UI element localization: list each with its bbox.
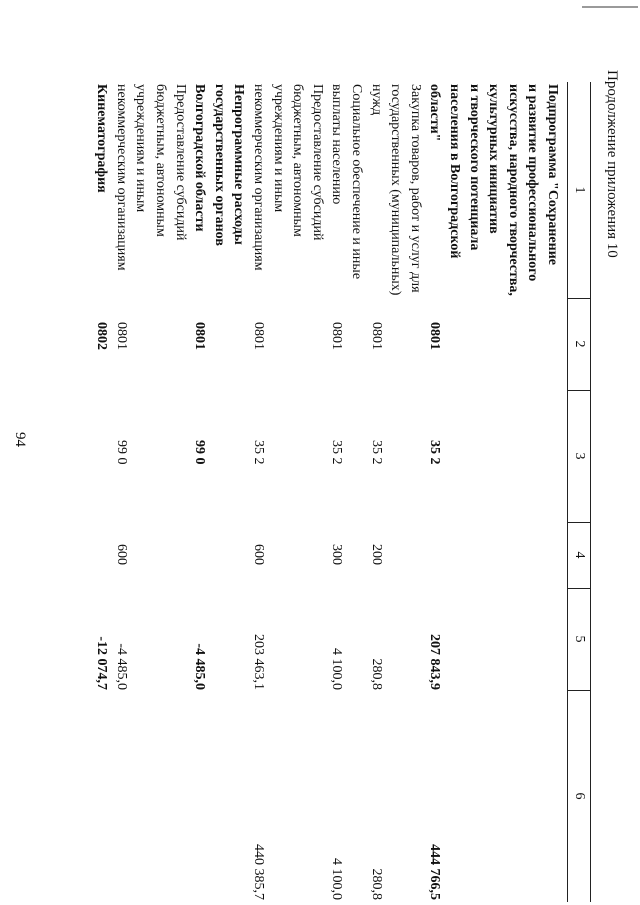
row-name-line: государственных органов xyxy=(211,84,227,246)
appendix-note: Продолжение приложения 10 xyxy=(604,70,620,258)
row-target: 99 0 xyxy=(113,440,129,465)
row-type: 200 xyxy=(368,544,384,565)
row-section: 0801 xyxy=(251,322,266,350)
row-target: 35 2 xyxy=(427,440,443,465)
row-col-5: -4 485,0 xyxy=(113,643,129,690)
header-divider xyxy=(567,588,591,589)
row-section: 0802 xyxy=(94,322,110,350)
row-name-line: культурных инициатив xyxy=(486,84,502,234)
row-name-line: Закупка товаров, работ и услуг для xyxy=(407,84,423,293)
column-header-5: 5 xyxy=(572,635,587,643)
row-section: 0801 xyxy=(113,322,129,350)
row-name-line: нужд xyxy=(368,84,384,116)
row-name-line: и развитие профессионального xyxy=(525,84,541,282)
row-name-line: Предоставление субсидий xyxy=(309,84,325,241)
header-divider xyxy=(567,298,591,299)
row-col-5: 4 100,0 xyxy=(329,648,345,690)
column-header-3: 3 xyxy=(572,452,587,460)
row-col-6: 440 385,7 xyxy=(251,844,266,900)
row-name-line: Подпрограмма "Сохранение xyxy=(545,84,560,265)
header-divider xyxy=(567,390,591,391)
row-type: 600 xyxy=(251,544,266,565)
row-name-line: Социальное обеспечение и иные xyxy=(349,84,364,280)
row-target: 35 2 xyxy=(251,440,266,465)
row-name-line: Волгоградской области xyxy=(192,84,208,232)
row-section: 0801 xyxy=(368,322,384,350)
table-top-rule xyxy=(590,82,591,902)
row-name-line: государственных (муниципальных) xyxy=(388,84,404,296)
page-number: 94 xyxy=(12,432,28,447)
row-col-5: 207 843,9 xyxy=(427,634,443,690)
row-col-5: -12 074,7 xyxy=(94,636,110,690)
row-name-line: бюджетным, автономным xyxy=(153,84,168,237)
row-col-6: 280,8 xyxy=(368,868,384,900)
column-header-6: 6 xyxy=(572,792,587,800)
row-name-line: выплаты населению xyxy=(329,84,345,205)
row-section: 0801 xyxy=(427,322,443,350)
row-name-line: бюджетным, автономным xyxy=(290,84,306,237)
row-col-5: -4 485,0 xyxy=(192,643,208,690)
column-header-2: 2 xyxy=(572,340,587,348)
row-target: 99 0 xyxy=(192,440,208,465)
row-name-line: искусства, народного творчества, xyxy=(505,84,521,296)
row-name-line: области" xyxy=(427,84,443,142)
column-header-1: 1 xyxy=(572,186,587,194)
table-header-rule xyxy=(567,82,568,902)
row-type: 600 xyxy=(113,544,129,565)
row-section: 0801 xyxy=(192,322,208,350)
row-col-5: 280,8 xyxy=(368,658,384,690)
row-target: 35 2 xyxy=(329,440,345,465)
row-name-line: населения в Волгоградской xyxy=(447,84,462,259)
row-col-5: 203 463,1 xyxy=(251,634,266,690)
row-col-6: 444 766,5 xyxy=(427,844,443,900)
row-name-line: Непрограммные расходы xyxy=(231,84,247,245)
row-name-line: учреждениям и иным xyxy=(270,84,286,213)
row-name-line: Предоставление субсидий xyxy=(172,84,188,241)
header-divider xyxy=(567,690,591,691)
row-name-line: учреждениям и иным xyxy=(133,84,149,213)
row-name-line: и творческого потенциала xyxy=(466,84,482,251)
header-divider xyxy=(567,522,591,523)
row-section: 0801 xyxy=(329,322,345,350)
row-name-line: некоммерческим организациям xyxy=(113,84,129,271)
row-name-line: Кинематография xyxy=(94,84,110,193)
row-type: 300 xyxy=(329,544,345,565)
row-col-6: 4 100,0 xyxy=(329,858,345,900)
column-header-4: 4 xyxy=(572,551,587,559)
row-target: 35 2 xyxy=(368,440,384,465)
row-name-line: некоммерческим организациям xyxy=(251,84,266,271)
